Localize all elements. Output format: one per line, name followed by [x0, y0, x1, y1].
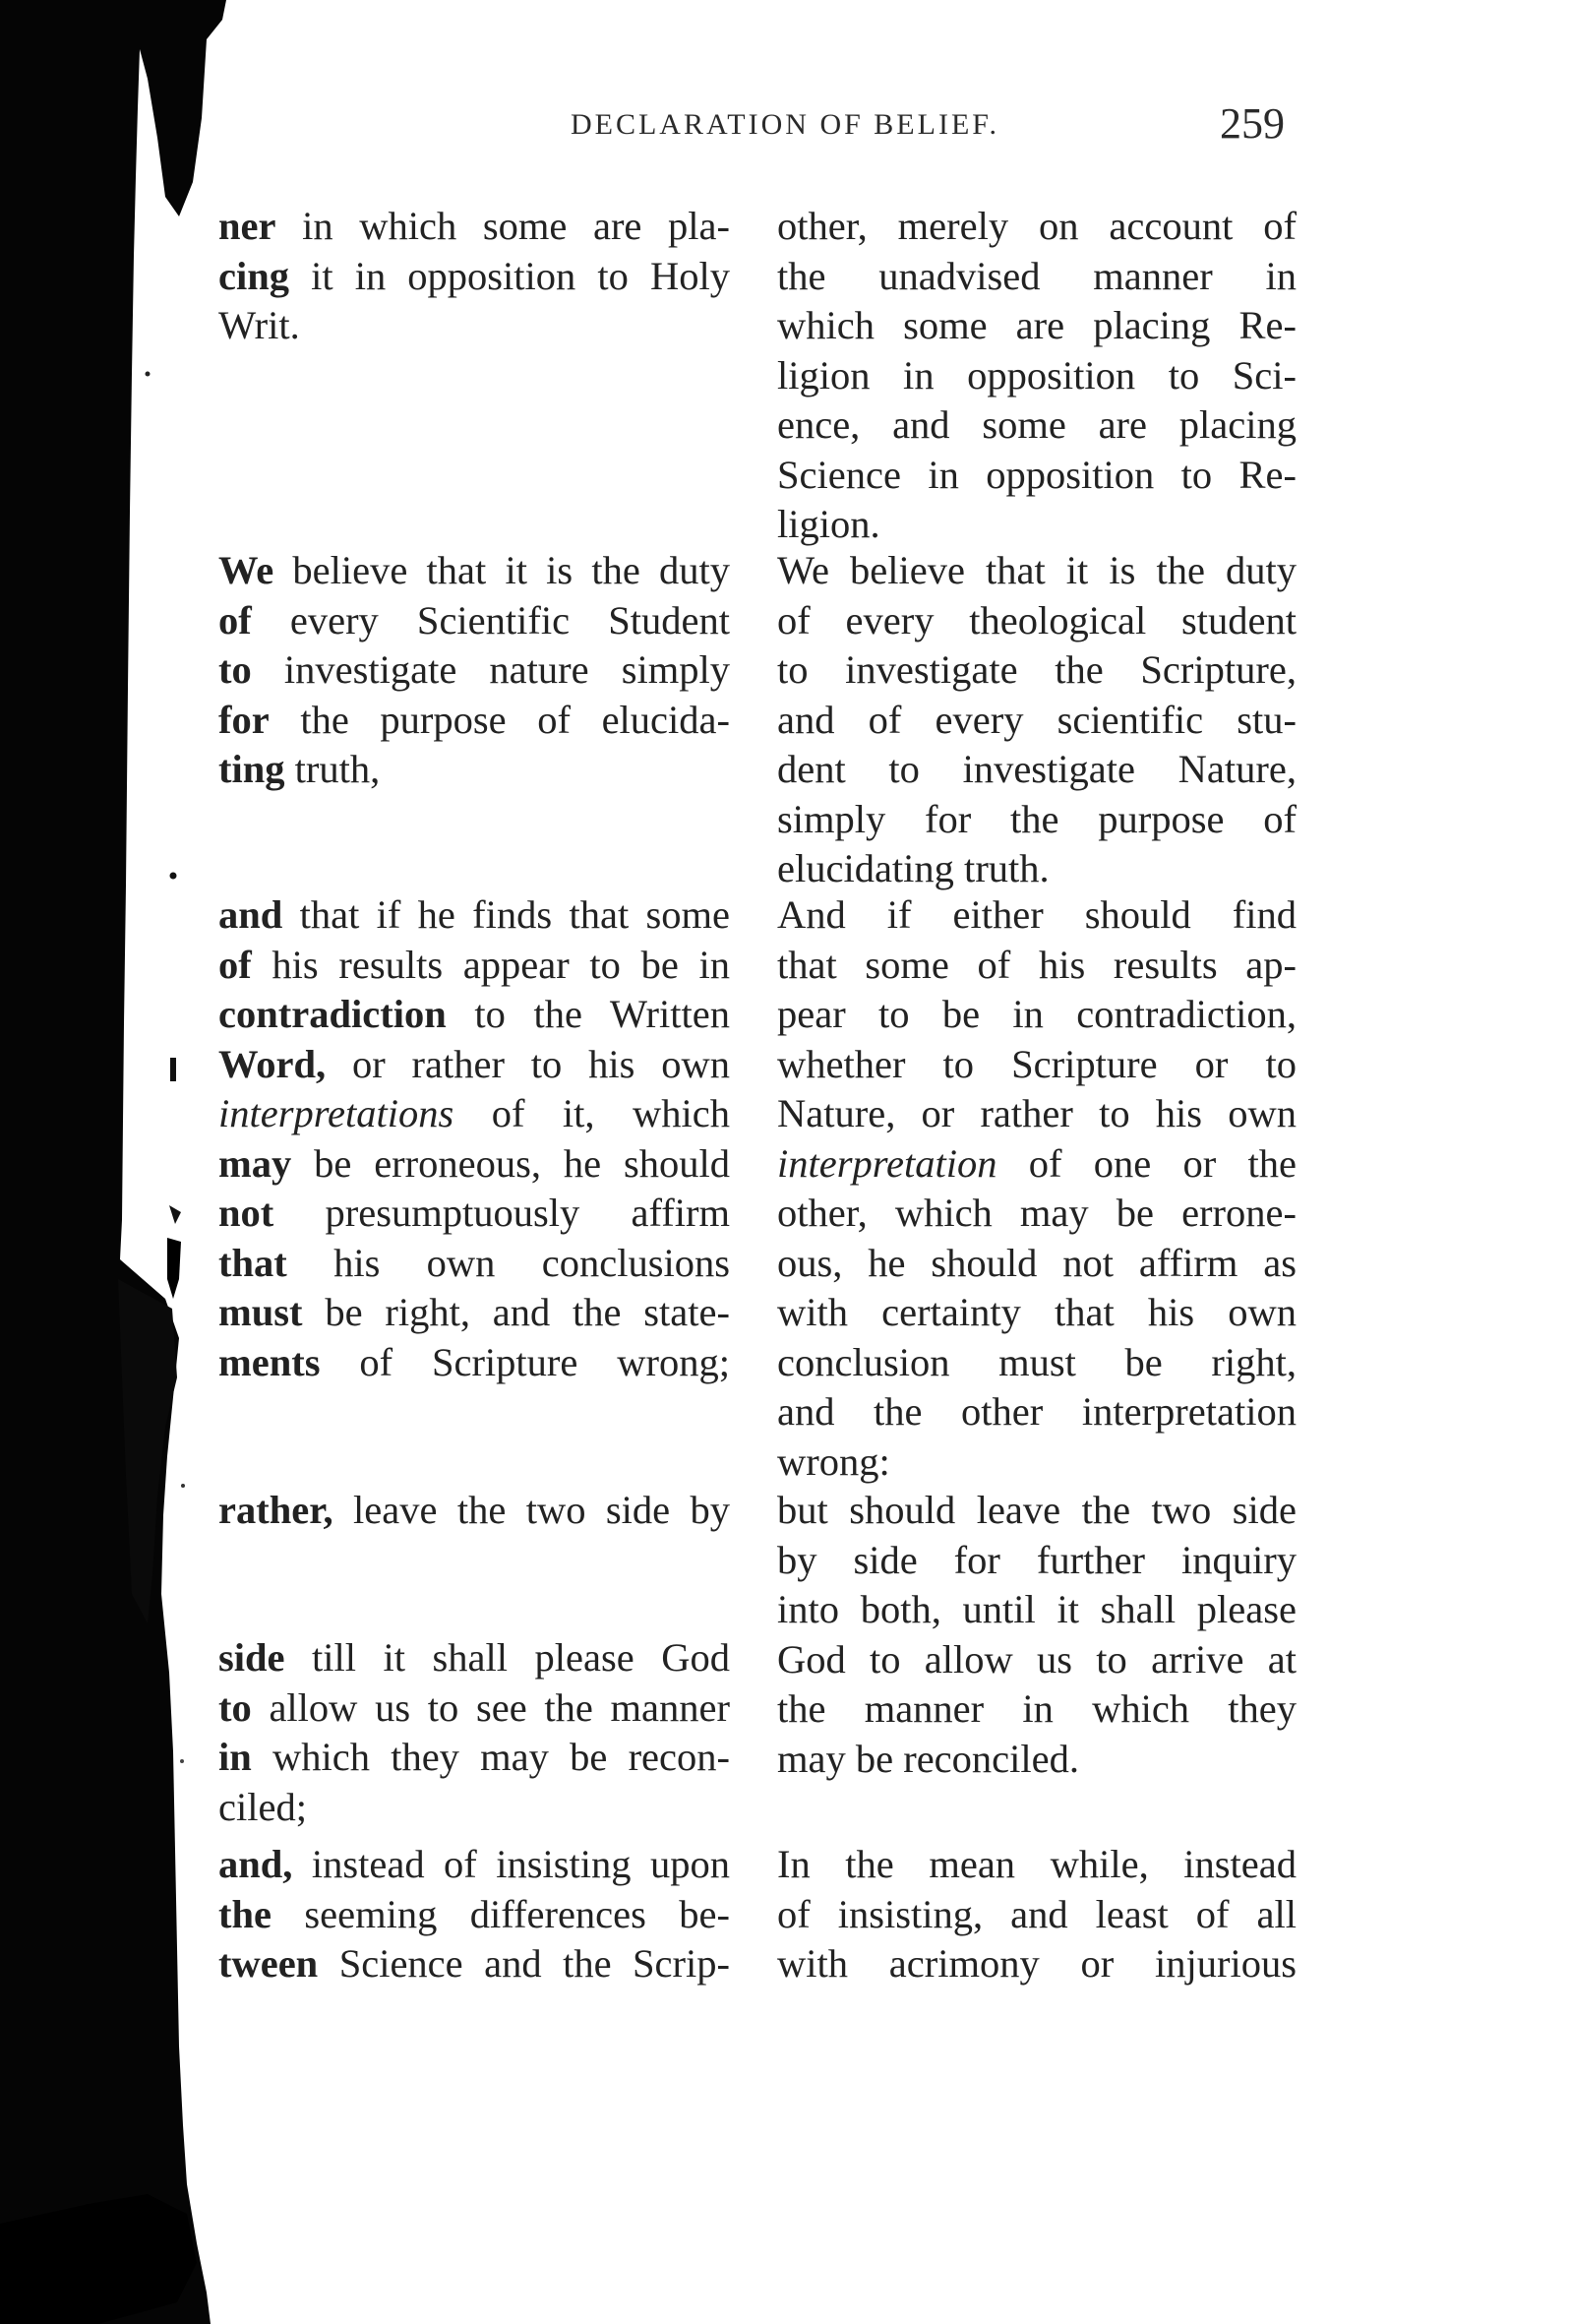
text-line: cing it in opposition to Holy [218, 253, 730, 298]
left-paragraph-2 [218, 546, 730, 795]
text-line: to investigate the Scripture, [777, 647, 1297, 692]
text-line: ligion. [777, 502, 880, 546]
text-line: tween Science and the Scrip- [218, 1941, 730, 1986]
text-line: ligion in opposition to Sci- [777, 352, 1297, 398]
text-line: not presumptuously affirm [218, 1191, 730, 1235]
left-paragraph-3 [218, 890, 730, 1387]
left-paragraph-4 [218, 1486, 730, 1536]
text-line: may be erroneous, he should [218, 1140, 730, 1186]
text-line: ner in which some are pla- [218, 204, 730, 248]
text-line: side till it shall please God [218, 1635, 730, 1680]
right-paragraph-5 [777, 1840, 1297, 1989]
text-line: the unadvised manner in [777, 253, 1297, 298]
right-paragraph-3 [777, 890, 1297, 1487]
text-line: ments of Scripture wrong; [218, 1339, 730, 1384]
text-line: simply for the purpose of [777, 796, 1297, 841]
text-line: other, merely on account of [777, 204, 1297, 248]
text-line: ciled; [218, 1784, 307, 1829]
text-line: of every Scientific Student [218, 597, 730, 642]
text-line: ting truth, [218, 747, 381, 791]
running-header: DECLARATION OF BELIEF. [570, 108, 1000, 141]
text-line: of insisting, and least of all [777, 1891, 1297, 1936]
left-paragraph-6 [218, 1840, 730, 1989]
left-paragraph-1 [218, 202, 730, 351]
text-line: pear to be in contradiction, [777, 992, 1297, 1036]
text-line: in which they may be recon- [218, 1735, 730, 1779]
text-line: Nature, or rather to his own [777, 1091, 1297, 1135]
text-line: and that if he finds that some [218, 892, 730, 937]
text-line: conclusion must be right, [777, 1339, 1297, 1384]
text-line: that his own conclusions [218, 1240, 730, 1285]
text-line: whether to Scripture or to [777, 1041, 1297, 1086]
right-paragraph-4 [777, 1486, 1297, 1784]
text-line: the seeming differences be- [218, 1891, 730, 1936]
text-line: ence, and some are placing [777, 402, 1297, 447]
text-line: and, instead of insisting upon [218, 1842, 730, 1886]
text-line: other, which may be errone- [777, 1191, 1297, 1235]
text-line: And if either should find [777, 892, 1297, 937]
text-line: ous, he should not affirm as [777, 1240, 1297, 1285]
text-line: God to allow us to arrive at [777, 1636, 1297, 1682]
text-line: which some are placing Re- [777, 303, 1297, 347]
text-line: of every theological student [777, 597, 1297, 642]
text-line: and the other interpretation [777, 1389, 1297, 1434]
text-line: may be reconciled. [777, 1736, 1079, 1781]
right-paragraph-2 [777, 546, 1297, 894]
page-number: 259 [1220, 99, 1285, 148]
text-line: by side for further inquiry [777, 1537, 1297, 1582]
text-line: We believe that it is the duty [218, 548, 730, 592]
text-line: with certainty that his own [777, 1290, 1297, 1334]
text-line: to investigate nature simply [218, 647, 730, 692]
left-paragraph-5 [218, 1633, 730, 1832]
text-line: contradiction to the Written [218, 992, 730, 1036]
text-line: to allow us to see the manner [218, 1684, 730, 1730]
text-line: must be right, and the state- [218, 1290, 730, 1334]
text-line: elucidating truth. [777, 846, 1050, 890]
text-line: with acrimony or injurious [777, 1941, 1297, 1986]
right-paragraph-1 [777, 202, 1297, 550]
text-line: rather, leave the two side by [218, 1488, 730, 1532]
text-line: Word, or rather to his own [218, 1041, 730, 1086]
text-line: of his results appear to be in [218, 942, 730, 987]
text-line: In the mean while, instead [777, 1842, 1297, 1886]
text-line: interpretation of one or the [777, 1140, 1297, 1186]
text-line: and of every scientific stu- [777, 697, 1297, 742]
text-line: but should leave the two side [777, 1488, 1297, 1532]
text-line: the manner in which they [777, 1686, 1297, 1731]
text-line: Science in opposition to Re- [777, 452, 1297, 497]
text-line: dent to investigate Nature, [777, 747, 1297, 791]
text-line: for the purpose of elucida- [218, 697, 730, 742]
text-line: interpretations of it, which [218, 1091, 730, 1135]
text-line: We believe that it is the duty [777, 548, 1297, 592]
text-line: into both, until it shall please [777, 1587, 1297, 1631]
text-line: that some of his results ap- [777, 942, 1297, 987]
text-line: wrong: [777, 1438, 890, 1484]
text-line: Writ. [218, 303, 300, 347]
